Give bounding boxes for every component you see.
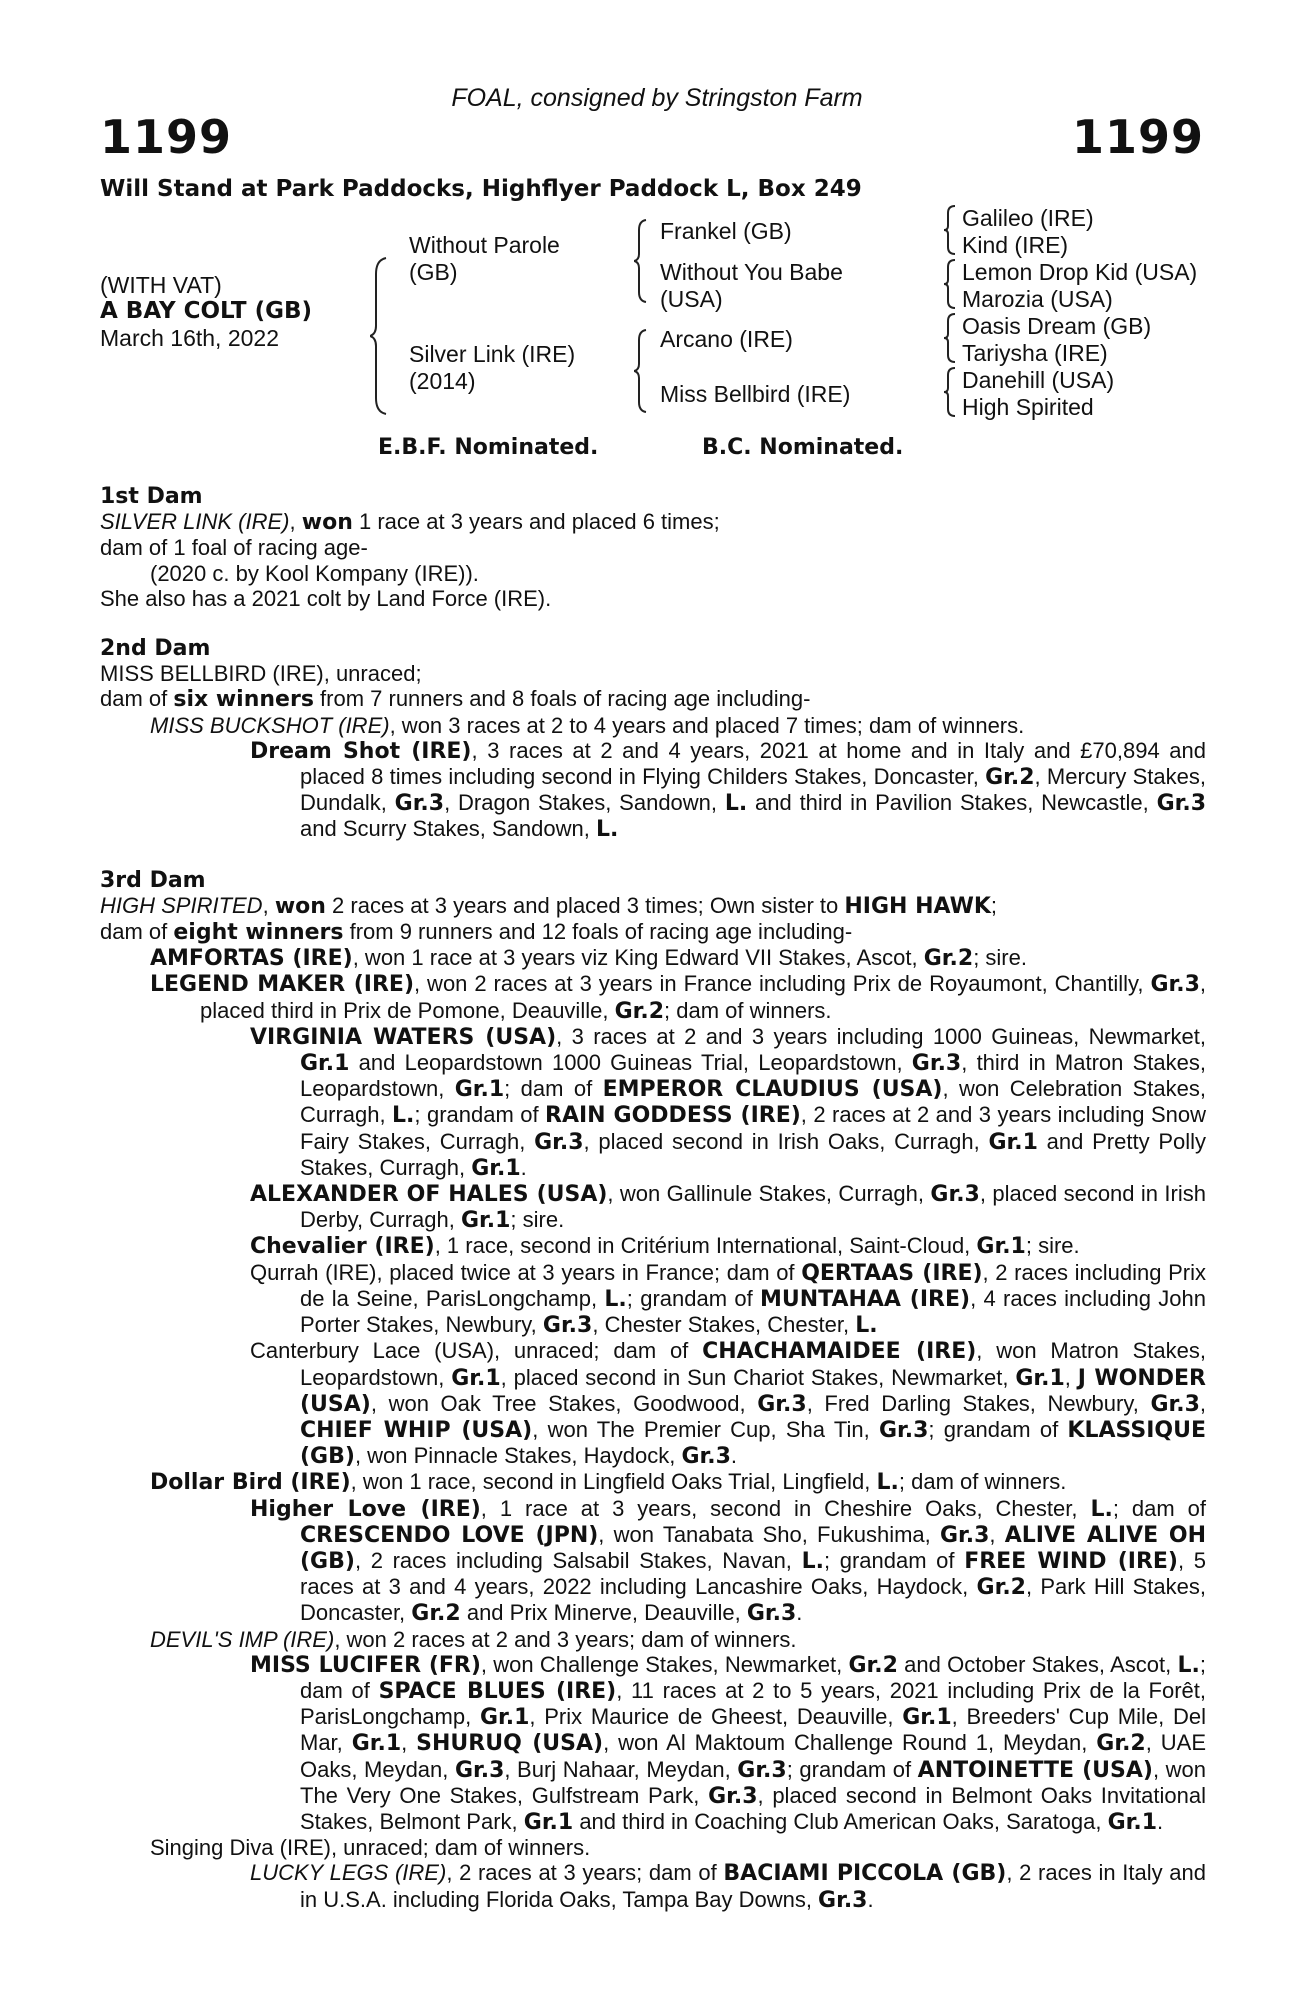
stand-location: Will Stand at Park Paddocks, Highflyer Paddock L, Box 249 bbox=[100, 176, 862, 202]
g4-kind: Kind (IRE) bbox=[962, 232, 1069, 258]
lot-number-right: 1199 bbox=[1071, 110, 1204, 164]
third-dam-heading: 3rd Dam bbox=[100, 867, 206, 893]
second-dam-entry: MISS BUCKSHOT (IRE), won 3 races at 2 to 4 years and placed 7 times; dam of winners. bbox=[150, 712, 1025, 738]
pedigree-brace-g4-3 bbox=[944, 312, 956, 364]
third-dam-entry: Canterbury Lace (USA), unraced; dam of CHACHAMAIDEE (IRE), won Matron Stakes, Leopardstown, Gr.1, placed second in Sun Chariot Stakes, Newmarket, Gr.1, J WONDER (USA), won Oak Tree Stakes, Goodwood, Gr.3, Fred Darling Stakes, Newbury, Gr.3, CHIEF WHIP (USA), won The Premier Cup, Sha Tin, Gr.3; grandam of KLASSIQUE (GB), won Pinnacle Stakes, Haydock, Gr.3. bbox=[250, 1338, 1207, 1470]
pedigree-brace-g4-1 bbox=[944, 204, 956, 256]
vat-note: (WITH VAT) bbox=[100, 272, 222, 298]
sire-sire: Frankel (GB) bbox=[660, 218, 792, 244]
third-dam-entry: Chevalier (IRE), 1 race, second in Critérium International, Saint-Cloud, Gr.1; sire. bbox=[250, 1233, 1080, 1260]
first-dam-entry: SILVER LINK (IRE), won 1 race at 3 years and placed 6 times; bbox=[100, 509, 720, 536]
dam-sire: Arcano (IRE) bbox=[660, 326, 793, 352]
pedigree-brace-g4-2 bbox=[944, 258, 956, 310]
pedigree-brace-g4-4 bbox=[944, 366, 956, 418]
consignment-line: FOAL, consigned by Stringston Farm bbox=[451, 84, 863, 112]
second-dam-heading: 2nd Dam bbox=[100, 636, 211, 662]
first-dam-entry: dam of 1 foal of racing age- bbox=[100, 535, 368, 561]
third-dam-entry: HIGH SPIRITED, won 2 races at 3 years and placed 3 times; Own sister to HIGH HAWK; bbox=[100, 892, 998, 919]
g4-galileo: Galileo (IRE) bbox=[962, 205, 1094, 231]
third-dam-entry: DEVIL'S IMP (IRE), won 2 races at 2 and 3 years; dam of winners. bbox=[150, 1626, 797, 1652]
second-dam-entry: Dream Shot (IRE), 3 races at 2 and 4 years, 2021 at home and in Italy and £70,894 and placed 8 times including second in Flying Childers Stakes, Doncaster, Gr.2, Mercury Stakes, Dundalk, Gr.3, Dragon Stakes, Sandown, L. and third in Pavilion Stakes, Newcastle, Gr.3 and Scurry Stakes, Sandown, L. bbox=[250, 737, 1207, 843]
produce-record bbox=[100, 484, 1206, 1913]
third-dam-entry: Higher Love (IRE), 1 race at 3 years, second in Cheshire Oaks, Chester, L.; dam of CRESCENDO LOVE (JPN), won Tanabata Sho, Fukushima, Gr.3, ALIVE ALIVE OH (GB), 2 races including Salsabil Stakes, Navan, L.; grandam of FREE WIND (IRE), 5 races at 3 and 4 years, 2022 including Lancashire Oaks, Haydock, Gr.2, Park Hill Stakes, Doncaster, Gr.2 and Prix Minerve, Deauville, Gr.3. bbox=[250, 1495, 1206, 1627]
lot-number-left: 1199 bbox=[100, 110, 233, 164]
first-dam-heading: 1st Dam bbox=[100, 484, 203, 509]
first-dam-entry: (2020 c. by Kool Kompany (IRE)). bbox=[150, 560, 479, 586]
g4-oasis-dream: Oasis Dream (GB) bbox=[962, 313, 1152, 339]
bc-nomination: B.C. Nominated. bbox=[702, 435, 904, 460]
g4-marozia: Marozia (USA) bbox=[962, 286, 1113, 312]
third-dam-entry: LEGEND MAKER (IRE), won 2 races at 3 years in France including Prix de Royaumont, Chantilly, Gr.3, placed third in Prix de Pomone, Deauville, Gr.2; dam of winners. bbox=[150, 971, 1206, 1024]
g4-high-spirited: High Spirited bbox=[962, 394, 1094, 420]
dam-dam: Miss Bellbird (IRE) bbox=[660, 381, 851, 407]
pedigree-brace-gen1 bbox=[370, 256, 390, 416]
g4-tariysha: Tariysha (IRE) bbox=[962, 340, 1108, 366]
dam-name: Silver Link (IRE) (2014) bbox=[409, 341, 576, 394]
horse-name: A BAY COLT (GB) bbox=[100, 298, 313, 324]
pedigree-brace-sire bbox=[634, 218, 648, 304]
second-dam-entry: MISS BELLBIRD (IRE), unraced; bbox=[100, 661, 422, 687]
third-dam-entry: MISS LUCIFER (FR), won Challenge Stakes, Newmarket, Gr.2 and October Stakes, Ascot, L.; dam of SPACE BLUES (IRE), 11 races at 2 to 5 years, 2021 including Prix de la Forêt, ParisLongchamp, Gr.1, Prix Maurice de Gheest, Deauville, Gr.1, Breeders' Cup Mile, Del Mar, Gr.1, SHURUQ (USA), won Al Maktoum Challenge Round 1, Meydan, Gr.2, UAE Oaks, Meydan, Gr.3, Burj Nahaar, Meydan, Gr.3; grandam of ANTOINETTE (USA), won The Very One Stakes, Gulfstream Park, Gr.3, placed second in Belmont Oaks Invitational Stakes, Belmont Park, Gr.1 and third in Coaching Club American Oaks, Saratoga, Gr.1. bbox=[250, 1651, 1206, 1835]
third-dam-entry: Qurrah (IRE), placed twice at 3 years in France; dam of QERTAAS (IRE), 2 races including Prix de la Seine, ParisLongchamp, L.; grandam of MUNTAHAA (IRE), 4 races including John Porter Stakes, Newbury, Gr.3, Chester Stakes, Chester, L. bbox=[250, 1259, 1207, 1339]
third-dam-entry: dam of eight winners from 9 runners and 12 foals of racing age including- bbox=[100, 919, 853, 946]
third-dam-entry: Dollar Bird (IRE), won 1 race, second in Lingfield Oaks Trial, Lingfield, L.; dam of winners. bbox=[150, 1469, 1067, 1496]
third-dam-entry: VIRGINIA WATERS (USA), 3 races at 2 and 3 years including 1000 Guineas, Newmarket, Gr.1 and Leopardstown 1000 Guineas Trial, Leopardstown, Gr.3, third in Matron Stakes, Leopardstown, Gr.1; dam of EMPEROR CLAUDIUS (USA), won Celebration Stakes, Curragh, L.; grandam of RAIN GODDESS (IRE), 2 races at 2 and 3 years including Snow Fairy Stakes, Curragh, Gr.3, placed second in Irish Oaks, Curragh, Gr.1 and Pretty Polly Stakes, Curragh, Gr.1. bbox=[250, 1023, 1206, 1181]
pedigree-brace-dam bbox=[634, 328, 648, 414]
sire-name: Without Parole (GB) bbox=[409, 232, 560, 285]
third-dam-entry: ALEXANDER OF HALES (USA), won Gallinule Stakes, Curragh, Gr.3, placed second in Irish Derby, Curragh, Gr.1; sire. bbox=[250, 1181, 1206, 1234]
second-dam-entry: dam of six winners from 7 runners and 8 foals of racing age including- bbox=[100, 686, 811, 713]
sire-dam: Without You Babe (USA) bbox=[660, 259, 843, 312]
ebf-nomination: E.B.F. Nominated. bbox=[378, 435, 599, 460]
third-dam-entry: AMFORTAS (IRE), won 1 race at 3 years viz King Edward VII Stakes, Ascot, Gr.2; sire. bbox=[150, 945, 1027, 972]
first-dam-entry: She also has a 2021 colt by Land Force (IRE). bbox=[100, 585, 552, 611]
third-dam-entry: LUCKY LEGS (IRE), 2 races at 3 years; dam of BACIAMI PICCOLA (GB), 2 races in Italy and in U.S.A. including Florida Oaks, Tampa Bay Downs, Gr.3. bbox=[250, 1860, 1206, 1913]
g4-danehill: Danehill (USA) bbox=[962, 367, 1115, 393]
foaling-date: March 16th, 2022 bbox=[100, 325, 280, 351]
g4-lemon-drop-kid: Lemon Drop Kid (USA) bbox=[962, 259, 1198, 285]
third-dam-entry: Singing Diva (IRE), unraced; dam of winners. bbox=[150, 1835, 591, 1861]
